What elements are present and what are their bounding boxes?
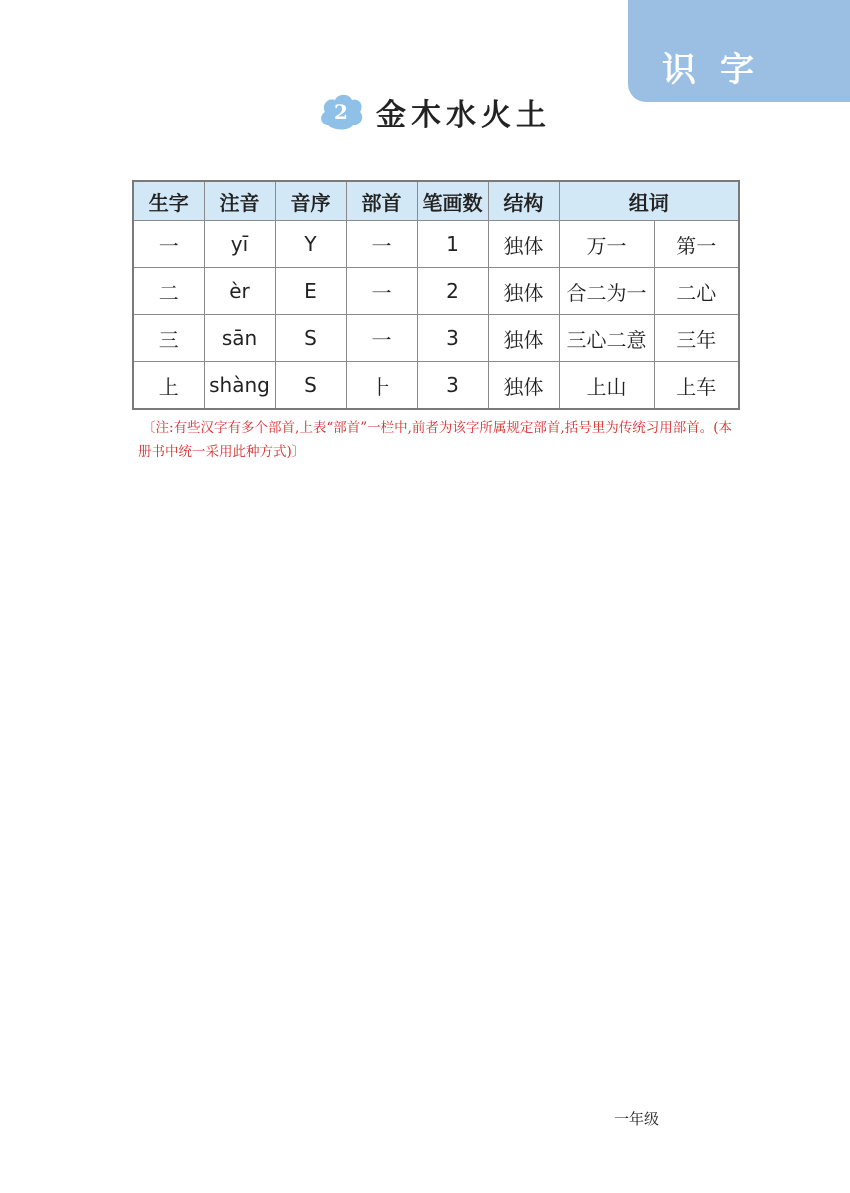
cell-char: 一 [133, 221, 204, 268]
cell-pinyin: yī [204, 221, 275, 268]
lesson-header [318, 90, 551, 134]
section-label: 识字 [662, 50, 778, 90]
cell-word: 三年 [654, 315, 739, 362]
table-row [133, 268, 739, 315]
header-words: 组词 [559, 181, 739, 221]
table-row [133, 315, 739, 362]
header-radical: 部首 [346, 181, 417, 221]
cell-word: 上车 [654, 362, 739, 410]
table-row [133, 362, 739, 410]
table-row [133, 221, 739, 268]
header-pinyin: 注音 [204, 181, 275, 221]
grade-label: 一年级 [614, 1110, 660, 1128]
cell-word: 合二为一 [559, 268, 654, 315]
cell-word: 三心二意 [559, 315, 654, 362]
cell-structure: 独体 [488, 221, 559, 268]
cell-strokes: 2 [417, 268, 488, 315]
cell-structure: 独体 [488, 315, 559, 362]
lesson-badge [318, 91, 364, 133]
cell-radical: ⺊ [346, 362, 417, 410]
cell-strokes: 3 [417, 362, 488, 410]
cell-structure: 独体 [488, 362, 559, 410]
cell-strokes: 1 [417, 221, 488, 268]
lesson-title: 金木水火土 [376, 98, 551, 133]
cell-word: 第一 [654, 221, 739, 268]
cell-pinyin: shàng [204, 362, 275, 410]
header-sequence: 音序 [275, 181, 346, 221]
cell-char: 二 [133, 268, 204, 315]
cell-char: 三 [133, 315, 204, 362]
cell-radical: 一 [346, 221, 417, 268]
cell-word: 万一 [559, 221, 654, 268]
cell-structure: 独体 [488, 268, 559, 315]
cell-radical: 一 [346, 268, 417, 315]
cell-strokes: 3 [417, 315, 488, 362]
character-table [132, 180, 740, 410]
cell-sequence: S [275, 362, 346, 410]
header-strokes: 笔画数 [417, 181, 488, 221]
table-header-row [133, 181, 739, 221]
cell-char: 上 [133, 362, 204, 410]
cell-sequence: S [275, 315, 346, 362]
cell-sequence: E [275, 268, 346, 315]
cell-sequence: Y [275, 221, 346, 268]
cell-radical: 一 [346, 315, 417, 362]
cell-pinyin: èr [204, 268, 275, 315]
header-char: 生字 [133, 181, 204, 221]
cell-pinyin: sān [204, 315, 275, 362]
radical-note: 〔注:有些汉字有多个部首,上表“部首”一栏中,前者为该字所属规定部首,括号里为传统习用部首。(本册书中统一采用此种方式)〕 [138, 420, 732, 460]
header-structure: 结构 [488, 181, 559, 221]
lesson-number: 2 [334, 100, 348, 124]
cell-word: 二心 [654, 268, 739, 315]
cell-word: 上山 [559, 362, 654, 410]
